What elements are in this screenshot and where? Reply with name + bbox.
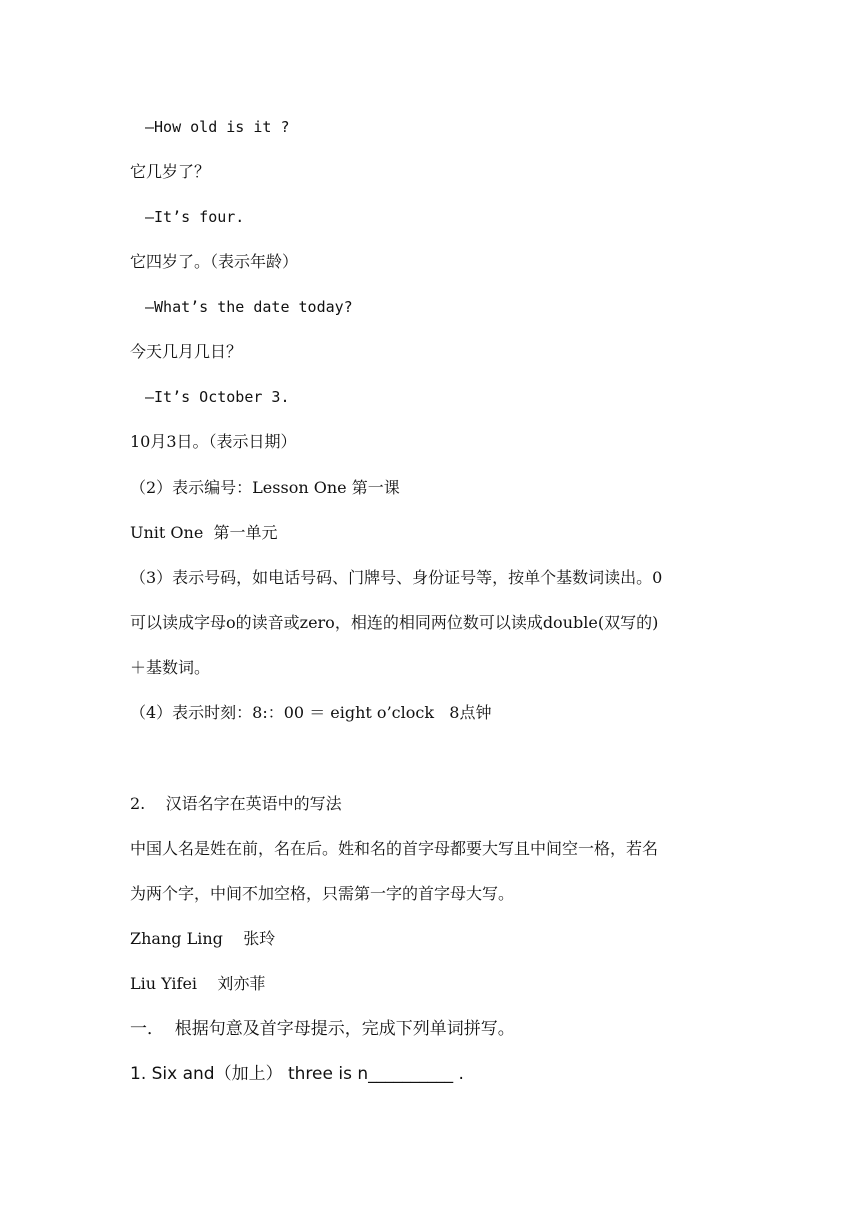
name-rule-line1: 中国人名是姓在前，名在后。姓和名的首字母都要大写且中间空一格，若名 <box>130 839 659 858</box>
translation-date-question: 今天几月几日？ <box>130 342 243 361</box>
name-example-2: Liu Yifei 刘亦菲 <box>130 974 266 993</box>
section-2-heading: 2. 汉语名字在英语中的写法 <box>130 794 342 813</box>
exercise-question-1: 1. Six and（加上） three is n__________ . <box>130 1064 464 1084</box>
name-rule-line2: 为两个字，中间不加空格，只需第一字的首字母大写。 <box>130 884 515 903</box>
dialogue-answer-date: —It’s October 3. <box>130 388 290 406</box>
translation-age-answer: 它四岁了。（表示年龄） <box>130 252 299 271</box>
exercise-heading: 一． 根据句意及首字母提示，完成下列单词拼写。 <box>130 1019 515 1039</box>
dialogue-question-age: —How old is it ? <box>130 118 290 136</box>
time-rule: （4）表示时刻：8:：00 ＝ eight o’clock 8点钟 <box>130 703 492 722</box>
name-example-1: Zhang Ling 张玲 <box>130 929 276 948</box>
numbering-rule: （2）表示编号：Lesson One 第一课 <box>130 478 400 497</box>
dialogue-answer-age: —It’s four. <box>130 208 245 226</box>
translation-date-answer: 10月3日。（表示日期） <box>130 432 297 451</box>
phone-number-rule-line1: （3）表示号码，如电话号码、门牌号、身份证号等，按单个基数词读出。0 <box>130 568 663 587</box>
phone-number-rule-line3: ＋基数词。 <box>130 658 211 677</box>
dialogue-question-date: —What’s the date today? <box>130 298 353 316</box>
translation-age-question: 它几岁了？ <box>130 162 211 181</box>
phone-number-rule-line2: 可以读成字母o的读音或zero，相连的相同两位数可以读成double(双写的) <box>130 613 659 632</box>
numbering-example: Unit One 第一单元 <box>130 523 278 542</box>
